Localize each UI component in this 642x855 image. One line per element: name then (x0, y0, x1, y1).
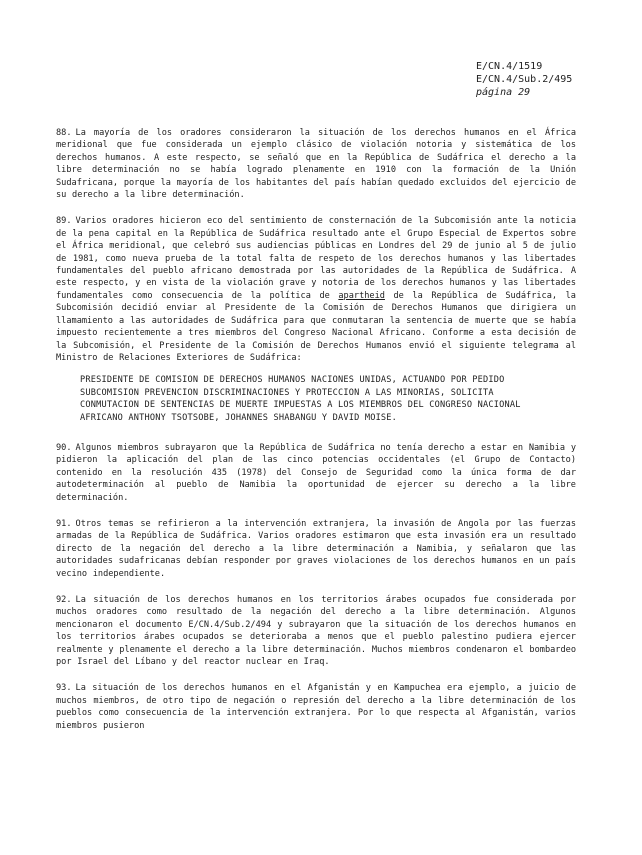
emphasis-term: apartheid (338, 290, 385, 301)
document-header (476, 60, 616, 99)
paragraph-number: 92. (56, 595, 72, 605)
paragraph-text: La situación de los derechos humanos en el Afganistán y en Kampuchea era ejemplo, a juicio de muchos miembros, de otro tipo de negación o represión del derecho a la libre determinación de los pueblos como consecuencia de la intervención extranjera. Por lo que respecta al Afganistán, varios miembros pusieron (56, 683, 576, 731)
paragraph-88 (56, 127, 576, 201)
paragraph-93 (56, 682, 576, 732)
paragraph-number: 88. (56, 128, 72, 138)
paragraph-text: La mayoría de los oradores consideraron la situación de los derechos humanos en el África meridional que fue considerada un ejemplo clásico de violación notoria y sistemática de los derechos humanos. A este respecto, se señaló que en la República de Sudáfrica el derecho a la libre determinación no se había logrado plenamente en 1910 con la formación de la Unión Sudafricana, porque la mayoría de los habitantes del país habían quedado excluidos del ejercicio de su derecho a la libre determinación. (56, 128, 576, 201)
paragraph-number: 89. (56, 216, 72, 227)
paragraph-text: Algunos miembros subrayaron que la República de Sudáfrica no tenía derecho a estar en Namibia y pidieron la aplicación del plan de las cinco potencias occidentales (el Grupo de Contacto) contenido en la resolución 435 (1978) del Consejo de Seguridad como la única forma de dar autodeterminación al pueblo de Namibia la oportunidad de ejercer su derecho a la libre determinación. (56, 442, 576, 503)
paragraph-text: Varios oradores hicieron eco del sentimiento de consternación de la Subcomisión ante la noticia de la pena capital en la República de Sudáfrica resultado ante el Grupo Especial de Expertos sobre el África meridional, que celebró sus audiencias públicas en Londres del 29 de junio al 5 de julio de 1981, como nueva prueba de la total falta de respeto de los derechos humanos y las libertades fundamentales del pueblo africano demostrada por las autoridades de la República de Sudáfrica. A este respecto, y en vista de la violación grave y notoria de los derechos humanos y las libertades fundamentales como consecuencia de la política de (56, 216, 576, 301)
page-number: página 29 (476, 87, 531, 98)
paragraph-text: Otros temas se refirieron a la intervención extranjera, la invasión de Angola por las fuerzas armadas de la República de Sudáfrica. Varios oradores estimaron que esta invasión era un resultado directo de la negación del derecho a la libre determinación a Namibia, y señalaron que las autoridades sudafricanas debían responder por graves violaciones de los derechos humanos en un país vecino independiente. (56, 518, 576, 579)
paragraph-text-continued: de la República de Sudáfrica, la Subcomisión decidió enviar al Presidente de la Comisión de Derechos Humanos que dirigiera un llamamiento a las autoridades de Sudáfrica para que conmutaran la sentencia de muerte que se había impuesto recientemente a tres miembros del Congreso Nacional Africano. Conforme a esta decisión de la Subcomisión, el Presidente de la Comisión de Derechos Humanos envió el siguiente telegrama al Ministro de Relaciones Exteriores de Sudáfrica: (56, 290, 576, 363)
paragraph-90 (56, 442, 576, 504)
paragraph-number: 93. (56, 683, 72, 694)
paragraph-text: La situación de los derechos humanos en los territorios árabes ocupados fue considerada por muchos oradores como resultado de la negación del derecho a la libre determinación. Algunos mencionaron el documento E/CN.4/Sub.2/494 y subrayaron que la situación de los derechos humanos en los territorios árabes ocupados se deterioraba a menos que el pueblo palestino pudiera ejercer realmente y plenamente el derecho a la libre determinación. Muchos miembros condenaron el bombardeo por Israel del Líbano y del reactor nuclear en Iraq. (56, 595, 576, 668)
telegram-text: PRESIDENTE DE COMISION DE DERECHOS HUMANOS NACIONES UNIDAS, ACTUANDO POR PEDIDO SUBCOMISION PREVENCION DISCRIMINACIONES Y PROTECCION A LAS MINORIAS, SOLICITA CONMUTACION DE SENTENCIAS DE MUERTE IMPUESTAS A LOS MIEMBROS DEL CONGRESO NACIONAL AFRICANO ANTHONY TSOTSOBE, JOHANNES SHABANGU Y DAVID MOISE. (80, 375, 521, 423)
document-symbol: E/CN.4/1519 (476, 61, 543, 72)
paragraph-92 (56, 594, 576, 668)
paragraph-89 (56, 215, 576, 364)
document-subsymbol: E/CN.4/Sub.2/495 (476, 74, 573, 85)
paragraph-91 (56, 518, 576, 580)
paragraph-number: 90. (56, 442, 72, 453)
paragraph-number: 91. (56, 518, 72, 529)
document-body (56, 127, 576, 746)
